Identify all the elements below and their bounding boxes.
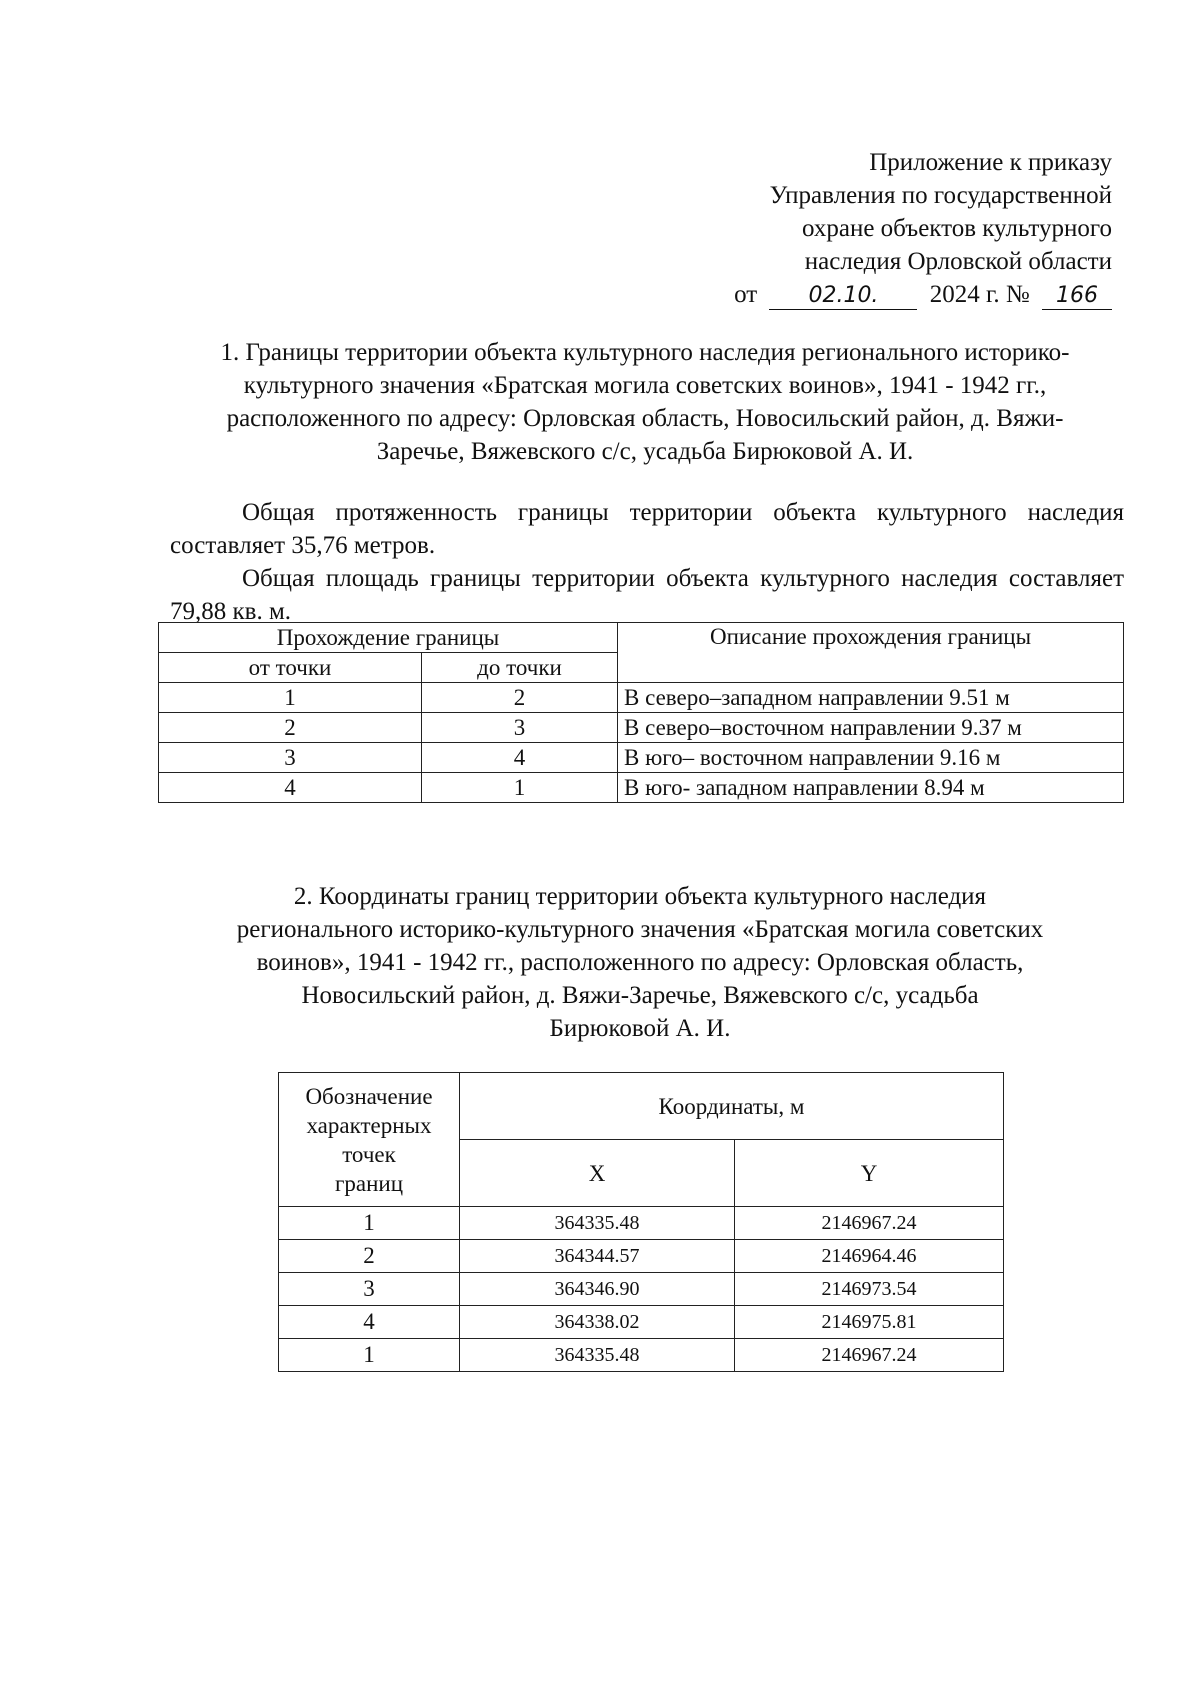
point-header-line: характерных bbox=[306, 1112, 432, 1138]
table-row bbox=[159, 683, 1124, 713]
to-point-header: до точки bbox=[422, 653, 618, 683]
header-line-2: Управления по государственной bbox=[769, 182, 1112, 209]
description-cell: В юго- западном направлении 8.94 м bbox=[618, 773, 1124, 803]
table-row bbox=[279, 1273, 1004, 1306]
section-2-title-line: воинов», 1941 - 1942 гг., расположенного по адресу: Орловская область, bbox=[256, 949, 1024, 976]
point-cell: 1 bbox=[279, 1207, 460, 1240]
section-1-title bbox=[165, 336, 1125, 468]
description-cell: В северо–восточном направлении 9.37 м bbox=[618, 713, 1124, 743]
y-header: Y bbox=[735, 1140, 1004, 1207]
x-cell: 364344.57 bbox=[460, 1240, 735, 1273]
section-1-title-line: 1. Границы территории объекта культурного наследия регионального историко- bbox=[220, 339, 1070, 366]
to-point-cell: 2 bbox=[422, 683, 618, 713]
boundary-passage-table bbox=[158, 622, 1124, 803]
handwritten-date: 02.10. bbox=[769, 283, 917, 310]
point-designation-header bbox=[279, 1073, 460, 1207]
table-row bbox=[279, 1240, 1004, 1273]
boundary-area-paragraph: Общая площадь границы территории объекта культурного наследия составляет 79,88 кв. м. bbox=[170, 565, 1124, 625]
section-1-title-line: расположенного по адресу: Орловская область, Новосильский район, д. Вяжи- bbox=[226, 405, 1064, 432]
description-header: Описание прохождения границы bbox=[618, 623, 1124, 683]
table-row bbox=[159, 743, 1124, 773]
x-cell: 364338.02 bbox=[460, 1306, 735, 1339]
point-cell: 2 bbox=[279, 1240, 460, 1273]
header-line-4: наследия Орловской области bbox=[804, 248, 1112, 275]
y-cell: 2146964.46 bbox=[735, 1240, 1004, 1273]
year-label: 2024 г. № bbox=[929, 281, 1030, 308]
to-point-cell: 1 bbox=[422, 773, 618, 803]
to-point-cell: 3 bbox=[422, 713, 618, 743]
header-line-1: Приложение к приказу bbox=[869, 149, 1112, 176]
table-row bbox=[279, 1339, 1004, 1372]
from-point-cell: 1 bbox=[159, 683, 422, 713]
boundary-length-paragraph: Общая протяженность границы территории объекта культурного наследия составляет 35,76 метров. bbox=[170, 499, 1124, 559]
description-cell: В северо–западном направлении 9.51 м bbox=[618, 683, 1124, 713]
from-point-cell: 2 bbox=[159, 713, 422, 743]
section-2-title-line: 2. Координаты границ территории объекта культурного наследия bbox=[293, 883, 987, 910]
table-row bbox=[159, 773, 1124, 803]
table-row bbox=[279, 1207, 1004, 1240]
handwritten-order-number: 166 bbox=[1042, 283, 1112, 310]
coordinates-header: Координаты, м bbox=[460, 1073, 1004, 1140]
from-point-header: от точки bbox=[159, 653, 422, 683]
x-cell: 364335.48 bbox=[460, 1339, 735, 1372]
x-cell: 364335.48 bbox=[460, 1207, 735, 1240]
section-1-title-line: культурного значения «Братская могила советских воинов», 1941 - 1942 гг., bbox=[243, 372, 1047, 399]
y-cell: 2146975.81 bbox=[735, 1306, 1004, 1339]
point-cell: 3 bbox=[279, 1273, 460, 1306]
point-header-line: Обозначение bbox=[305, 1083, 433, 1109]
to-point-cell: 4 bbox=[422, 743, 618, 773]
point-header-line: точек bbox=[342, 1141, 396, 1167]
point-cell: 1 bbox=[279, 1339, 460, 1372]
x-cell: 364346.90 bbox=[460, 1273, 735, 1306]
section-2-title-line: Новосильский район, д. Вяжи-Заречье, Вяжевского с/с, усадьба bbox=[301, 982, 979, 1009]
section-2-title bbox=[180, 880, 1100, 1045]
description-cell: В юго– восточном направлении 9.16 м bbox=[618, 743, 1124, 773]
table-row bbox=[279, 1306, 1004, 1339]
y-cell: 2146967.24 bbox=[735, 1339, 1004, 1372]
section-2-title-line: регионального историко-культурного значения «Братская могила советских bbox=[236, 916, 1044, 943]
section-2-title-line: Бирюковой А. И. bbox=[549, 1015, 731, 1042]
point-cell: 4 bbox=[279, 1306, 460, 1339]
point-header-line: границ bbox=[334, 1170, 404, 1196]
from-point-cell: 4 bbox=[159, 773, 422, 803]
header-date-line bbox=[592, 278, 1112, 311]
passage-header: Прохождение границы bbox=[159, 623, 618, 653]
section-1-title-line: Заречье, Вяжевского с/с, усадьба Бирюковой А. И. bbox=[376, 438, 914, 465]
order-appendix-header bbox=[592, 146, 1112, 311]
y-cell: 2146973.54 bbox=[735, 1273, 1004, 1306]
coordinates-table bbox=[278, 1072, 1004, 1372]
y-cell: 2146967.24 bbox=[735, 1207, 1004, 1240]
x-header: X bbox=[460, 1140, 735, 1207]
header-line-3: охране объектов культурного bbox=[801, 215, 1112, 242]
table-row bbox=[159, 713, 1124, 743]
date-prefix: от bbox=[734, 281, 758, 308]
from-point-cell: 3 bbox=[159, 743, 422, 773]
